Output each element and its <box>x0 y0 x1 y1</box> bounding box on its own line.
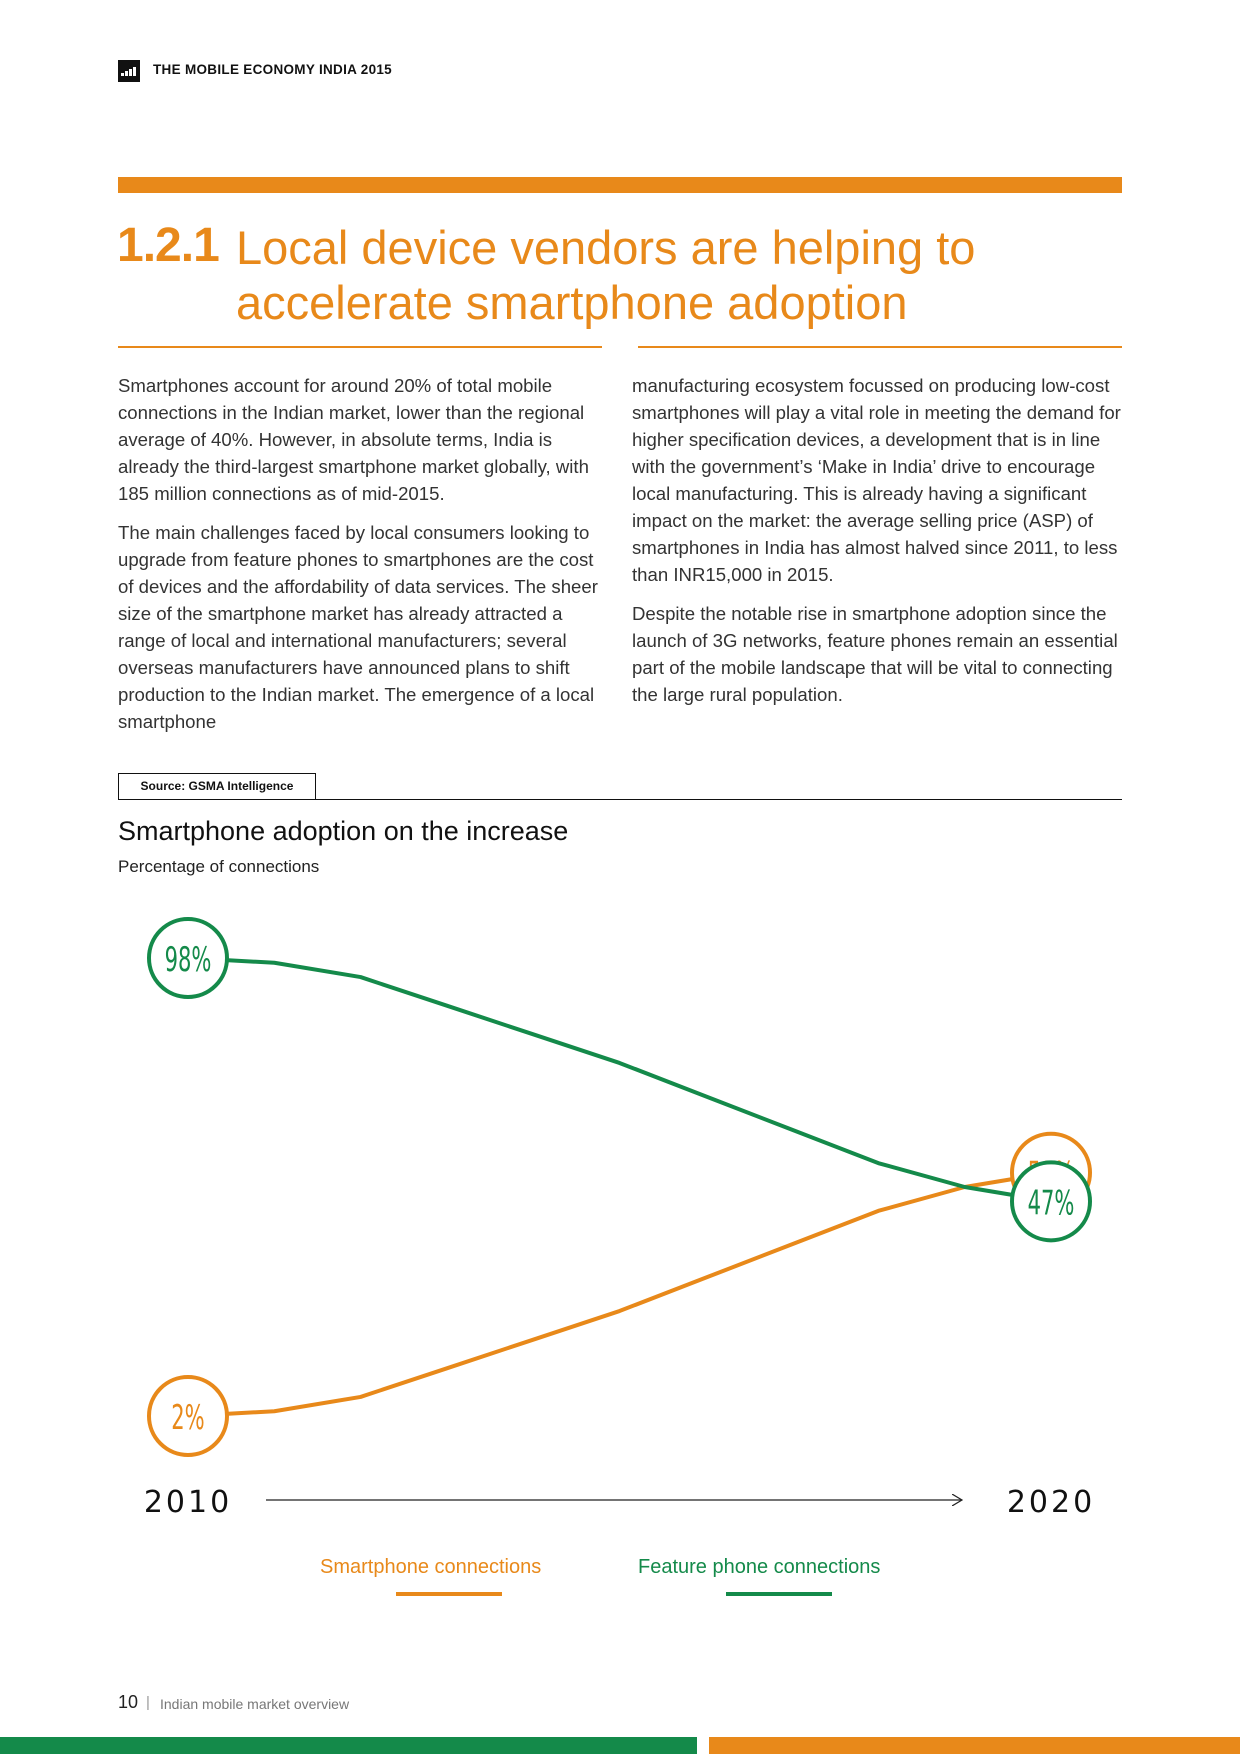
section-title-line-1: Local device vendors are helping to <box>236 221 976 274</box>
section-title-line-2: accelerate smartphone adoption <box>236 276 908 329</box>
series-line <box>188 1173 1051 1416</box>
legend-smartphone: Smartphone connections <box>320 1556 542 1578</box>
paragraph: Despite the notable rise in smartphone adoption since the launch of 3G networks, feature phones remain an essential part of the mobile landscape that will be vital to connecting the large rural population. <box>632 603 1118 705</box>
footer-section-name: Indian mobile market overview <box>160 1696 350 1712</box>
footer-bar-green <box>0 1737 697 1754</box>
paragraph: manufacturing ecosystem focussed on producing low-cost smartphones will play a vital role in meeting the demand for higher specification devices, a development that is in line with the government’s ‘Make in India’ drive to encourage local manufacturing. This is already having a significant impact on the market: the average selling price (ASP) of smartphones in India has almost halved since 2011, to less than INR15,000 in 2015. <box>632 375 1121 585</box>
section-number: 1.2.1 <box>117 219 219 272</box>
data-label: 2% <box>171 1397 205 1438</box>
footer-bar-orange <box>709 1737 1240 1754</box>
x-tick-label: 2020 <box>1006 1485 1096 1520</box>
report-title: THE MOBILE ECONOMY INDIA 2015 <box>153 62 392 77</box>
x-tick-label: 2010 <box>143 1485 233 1520</box>
chart-subtitle: Percentage of connections <box>118 857 320 876</box>
data-label: 47% <box>1027 1183 1075 1223</box>
chart-title: Smartphone adoption on the increase <box>118 816 569 846</box>
series-line <box>188 958 1051 1201</box>
data-label: 98% <box>164 939 212 980</box>
footer-separator: | <box>146 1694 150 1711</box>
paragraph: The main challenges faced by local consumers looking to upgrade from feature phones to smartphones are the cost of devices and the affordability of data services. The sheer size of the smartphone market has already attracted a range of local and international manufacturers; several overseas manufacturers have announced plans to shift production to the Indian market. The emergence of a local smartphone <box>118 522 598 732</box>
source-label: Source: GSMA Intelligence <box>118 773 316 800</box>
legend-feature-phone: Feature phone connections <box>638 1556 881 1578</box>
legend-feature-phone-swatch <box>726 1592 832 1596</box>
legend-smartphone-swatch <box>396 1592 502 1596</box>
page-number: 10 <box>118 1692 139 1712</box>
paragraph: Smartphones account for around 20% of total mobile connections in the Indian market, lower than the regional average of 40%. However, in absolute terms, India is already the third-largest smartphone market globally, with 185 million connections as of mid-2015. <box>118 375 589 504</box>
